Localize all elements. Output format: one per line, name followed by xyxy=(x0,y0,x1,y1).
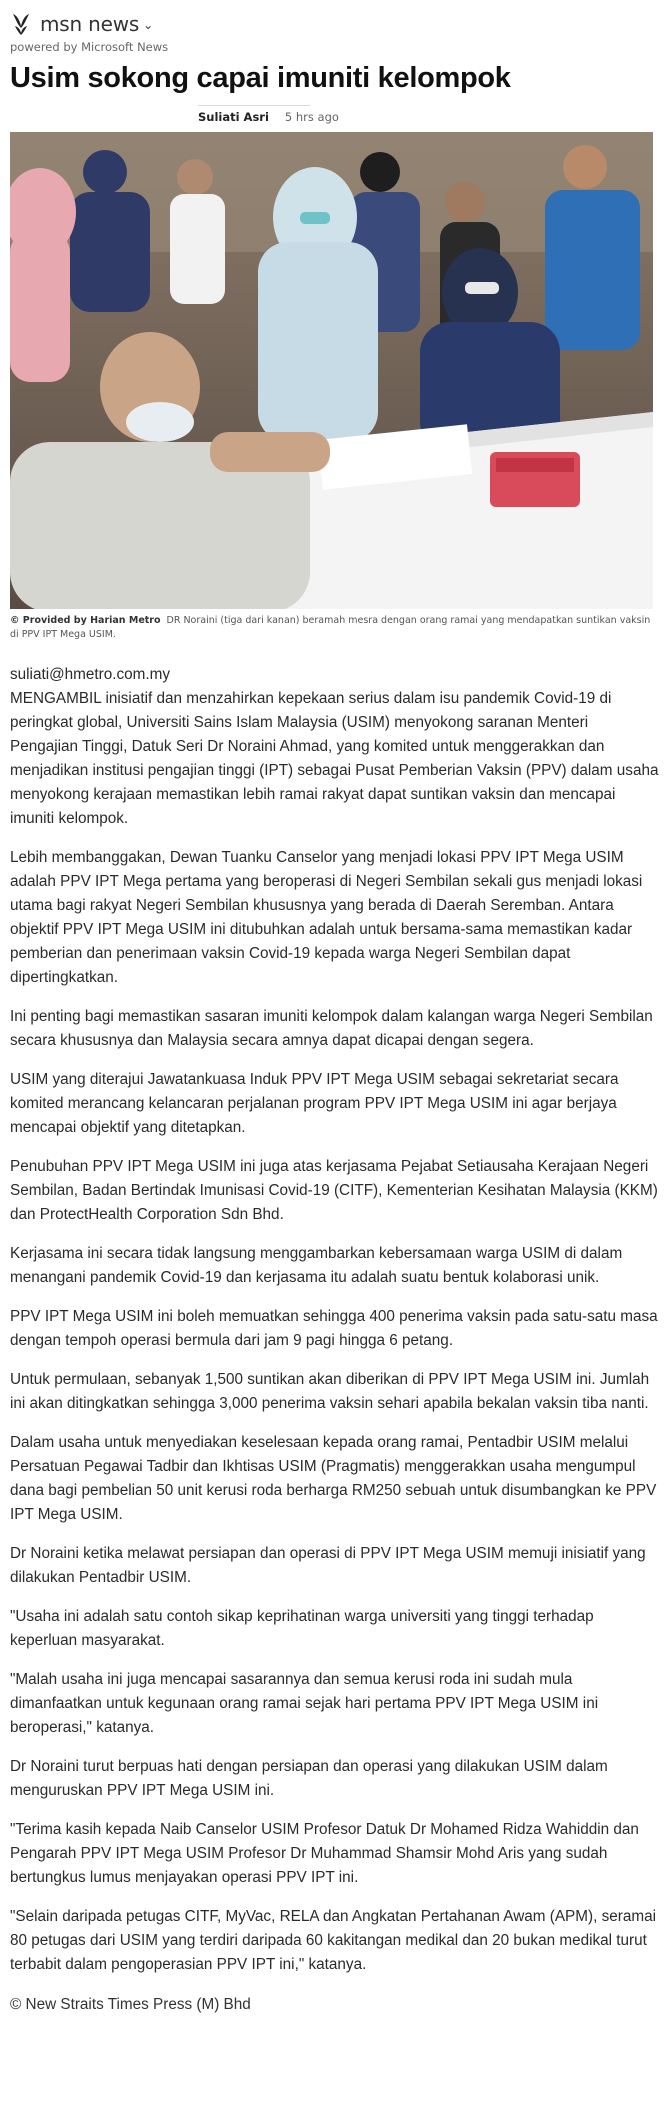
brand-row[interactable] xyxy=(10,10,662,38)
photo-caption xyxy=(10,614,653,642)
article-photo[interactable] xyxy=(10,132,653,609)
paragraph: Dalam usaha untuk menyediakan keselesaan kepada orang ramai, Pentadbir USIM melalui Persatuan Pegawai Tadbir dan Ikhtisas USIM (Pragmatis) menggerakkan usaha mengumpul dana bagi pembelian 50 unit kerusi roda berharga RM250 sebuah untuk disumbangkan ke PPV IPT Mega USIM. xyxy=(10,1434,657,1523)
chevron-down-icon[interactable]: ⌄ xyxy=(143,18,154,32)
paragraph: Penubuhan PPV IPT Mega USIM ini juga atas kerjasama Pejabat Setiausaha Kerajaan Negeri Sembilan, Badan Bertindak Imunisasi Covid-19 (CITF), Kementerian Kesihatan Malaysia (KKM) dan ProtectHealth Corporation Sdn Bhd. xyxy=(10,1158,658,1223)
paragraph: Untuk permulaan, sebanyak 1,500 suntikan akan diberikan di PPV IPT Mega USIM ini. Jumlah ini akan ditingkatkan sehingga 3,000 penerima vaksin sehari apabila bekalan vaksin tiba nanti. xyxy=(10,1371,650,1412)
paragraph: Lebih membanggakan, Dewan Tuanku Canselor yang menjadi lokasi PPV IPT Mega USIM adalah PPV IPT Mega pertama yang beroperasi di Negeri Sembilan sekali gus menjadi lokasi utama bagi rakyat Negeri Sembilan khususnya yang berada di Daerah Seremban. Antara objektif PPV IPT Mega USIM ini ditubuhkan adalah untuk bersama-sama memastikan kadar pemberian dan penerimaan vaksin Covid-19 kepada warga Negeri Sembilan dapat dipertingkatkan. xyxy=(10,849,643,986)
paragraph: USIM yang diterajui Jawatankuasa Induk PPV IPT Mega USIM sebagai sekretariat secara komited merancang kelancaran perjalanan program PPV IPT Mega USIM ini agar berjaya mencapai objektif yang ditetapkan. xyxy=(10,1071,619,1136)
paragraph: MENGAMBIL inisiatif dan menzahirkan kepekaan serius dalam isu pandemik Covid-19 di peringkat global, Universiti Sains Islam Malaysia (USIM) menyokong saranan Menteri Pengajian Tinggi, Datuk Seri Dr Noraini Ahmad, yang komited untuk menggerakkan dan menjadikan institusi pengajian tinggi (IPT) sebagai Pusat Pemberian Vaksin (PPV) dalam usaha menyokong kerajaan memastikan lebih ramai rakyat dapat suntikan vaksin dan mencapai imuniti kelompok. xyxy=(10,690,659,827)
paragraph: "Selain daripada petugas CITF, MyVac, RELA dan Angkatan Pertahanan Awam (APM), seramai 80 petugas dari USIM yang terdiri daripada 60 kakitangan medikal dan 20 bukan medikal turut terbabit dalam pengoperasian PPV IPT ini," katanya. xyxy=(10,1908,656,1973)
powered-by: powered by Microsoft News xyxy=(10,40,169,54)
photo-credit: © Provided by Harian Metro xyxy=(10,615,161,626)
author-email[interactable]: suliati@hmetro.com.my xyxy=(10,666,171,683)
paragraph: Kerjasama ini secara tidak langsung menggambarkan kebersamaan warga USIM di dalam menangani pandemik Covid-19 dan kerjasama itu adalah suatu bentuk kolaborasi unik. xyxy=(10,1245,623,1286)
paragraph: "Usaha ini adalah satu contoh sikap keprihatinan warga universiti yang tinggi terhadap keperluan masyarakat. xyxy=(10,1608,594,1649)
author-name[interactable]: Suliati Asri xyxy=(198,110,269,124)
paragraph: "Malah usaha ini juga mencapai sasarannya dan semua kerusi roda ini sudah mula dimanfaatkan untuk kegunaan orang ramai sejak hari pertama PPV IPT Mega USIM ini beroperasi," katanya. xyxy=(10,1671,599,1736)
byline xyxy=(198,110,339,124)
paragraph: Dr Noraini turut berpuas hati dengan persiapan dan operasi yang dilakukan USIM dalam menguruskan PPV IPT Mega USIM ini. xyxy=(10,1758,608,1799)
publish-time: 5 hrs ago xyxy=(284,110,339,124)
paragraph: "Terima kasih kepada Naib Canselor USIM Profesor Datuk Dr Mohamed Ridza Wahiddin dan Pengarah PPV IPT Mega USIM Profesor Dr Muhammad Shamsir Mohd Aris yang sudah bertungkus lumus menjayakan operasi PPV IPT ini. xyxy=(10,1821,639,1886)
paragraph: Ini penting bagi memastikan sasaran imuniti kelompok dalam kalangan warga Negeri Sembilan secara khususnya dan Malaysia secara amnya dapat dicapai dengan segera. xyxy=(10,1008,653,1049)
byline-divider xyxy=(198,105,310,106)
paragraph: PPV IPT Mega USIM ini boleh memuatkan sehingga 400 penerima vaksin pada satu-satu masa dengan tempoh operasi bermula dari jam 9 pagi hingga 6 petang. xyxy=(10,1308,658,1349)
caption-text: DR Noraini (tiga dari kanan) beramah mesra dengan orang ramai yang mendapatkan suntikan vaksin di PPV IPT Mega USIM. xyxy=(10,615,651,640)
header xyxy=(10,10,662,54)
article-title: Usim sokong capai imuniti kelompok xyxy=(10,62,511,94)
article-body xyxy=(10,663,660,2032)
msn-butterfly-icon[interactable] xyxy=(10,12,32,36)
paragraph: Dr Noraini ketika melawat persiapan dan operasi di PPV IPT Mega USIM memuji inisiatif yang dilakukan Pentadbir USIM. xyxy=(10,1545,646,1586)
brand-name[interactable]: msn news xyxy=(40,12,140,36)
copyright: © New Straits Times Press (M) Bhd xyxy=(10,1996,251,2013)
